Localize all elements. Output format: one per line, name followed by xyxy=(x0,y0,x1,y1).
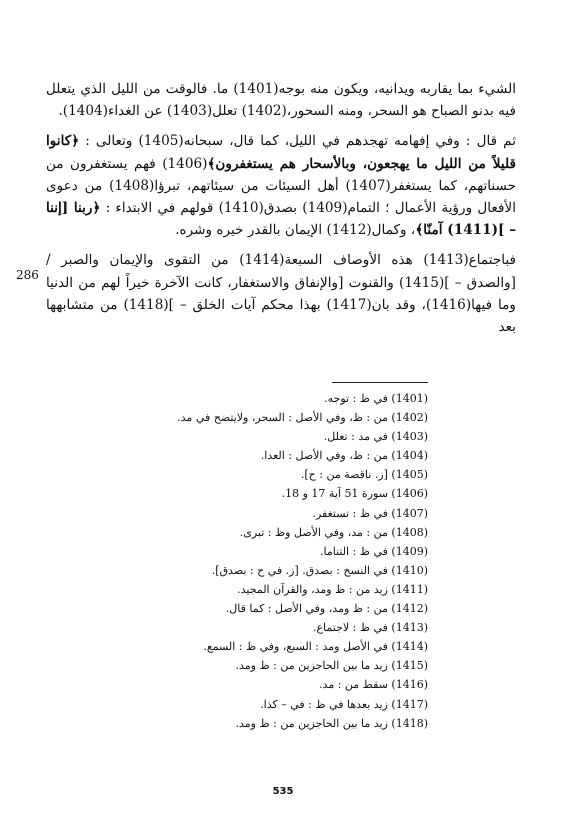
footnote: (1414) في الأصل ومد : السبع، وفي ظ : السمع. xyxy=(203,640,428,654)
paragraph-2-end: ، وكمال(1412) الإيمان بالقدر خيره وشره. xyxy=(175,222,416,239)
footnote: (1402) من : ظ، وفي الأصل : السحر، ولايتضح في مد. xyxy=(177,411,428,425)
footnote: (1410) في النسخ : بصدق. [ز. في ح : بصدق]. xyxy=(211,563,428,577)
quran-verse-2: ﴿ربنا [إننا – ](1411) آمنّا﴾ xyxy=(46,200,516,239)
paragraph-3: فباجتماع(1413) هذه الأوصاف السبعة(1414) من التقوى والإيمان والصبر / [والصدق – ](1415) والقنوت [والإنفاق والاستغفار، كانت الآخرة خيراً لهم من الدنيا وما فيها(1416)، وقد بان(1417) بهذا محكم آيات الخلق – ](1418) من متشابهها بعد xyxy=(46,252,516,336)
footnote-divider xyxy=(332,382,428,383)
paragraph-2-middle: (1406) فهم يستغفرون من حسناتهم، كما يستغفر(1407) أهل السيئات من سيئاتهم، تبرؤا(1408) من دعوى الأفعال ورؤية الأعمال ؛ التمام(1409) بصدق(1410) قولهم في الابتداء : xyxy=(46,155,517,217)
main-text xyxy=(46,78,516,338)
footnote: (1408) من : مد، وفي الأصل وظ : تبرى. xyxy=(239,525,428,539)
footnote: (1411) زيد من : ظ ومد، والقرآن المجيد. xyxy=(237,582,428,596)
quran-verse-1: ﴿كانوا قليلاً من الليل ما يهجعون، وبالأسحار هم يستغفرون﴾ xyxy=(46,133,516,172)
footnote: (1409) في ظ : التناما. xyxy=(319,544,428,558)
footnote: (1401) في ظ : توجه. xyxy=(324,392,428,405)
page-number: 535 xyxy=(272,786,294,797)
paragraph-2-intro: ثم قال : وفي إفهامه تهجدهم في الليل، كما قال، سبحانه(1405) وتعالى : xyxy=(79,133,516,150)
footnotes xyxy=(177,389,428,733)
footnote: (1415) زيد ما بين الحاجزين من : ظ ومد. xyxy=(235,659,428,673)
footnote: (1418) زيد ما بين الحاجزين من : ظ ومد. xyxy=(235,716,428,730)
footnote: (1407) في ظ : تستغفر. xyxy=(312,506,428,520)
footnote: (1417) زيد بعدها في ظ : في – كذا. xyxy=(260,697,428,711)
footnote: (1416) سقط من : مد. xyxy=(319,678,428,692)
footnote: (1413) في ظ : لاجتماع. xyxy=(312,621,428,635)
footnote: (1404) من : ظ، وفي الأصل : العدا. xyxy=(260,449,428,463)
footnote: (1403) في مد : تعلل. xyxy=(323,430,428,444)
footnote: (1412) من : ظ ومد، وفي الأصل : كما قال. xyxy=(225,602,428,616)
paragraph-2 xyxy=(46,130,516,241)
footnote: (1406) سورة 51 آية 17 و 18. xyxy=(281,487,428,501)
footnote: (1405) [ز. ناقصة من : ح]. xyxy=(300,468,428,482)
paragraph-1: الشيء بما يقاربه ويدانيه، ويكون منه بوجه(1401) ما. فالوقت من الليل الذي يتعلل فيه بدنو الصباح هو السحر، ومنه السحور،(1402) تعلل(1403) عن الغداء(1404). xyxy=(46,81,516,120)
margin-number: 286 xyxy=(16,268,39,282)
